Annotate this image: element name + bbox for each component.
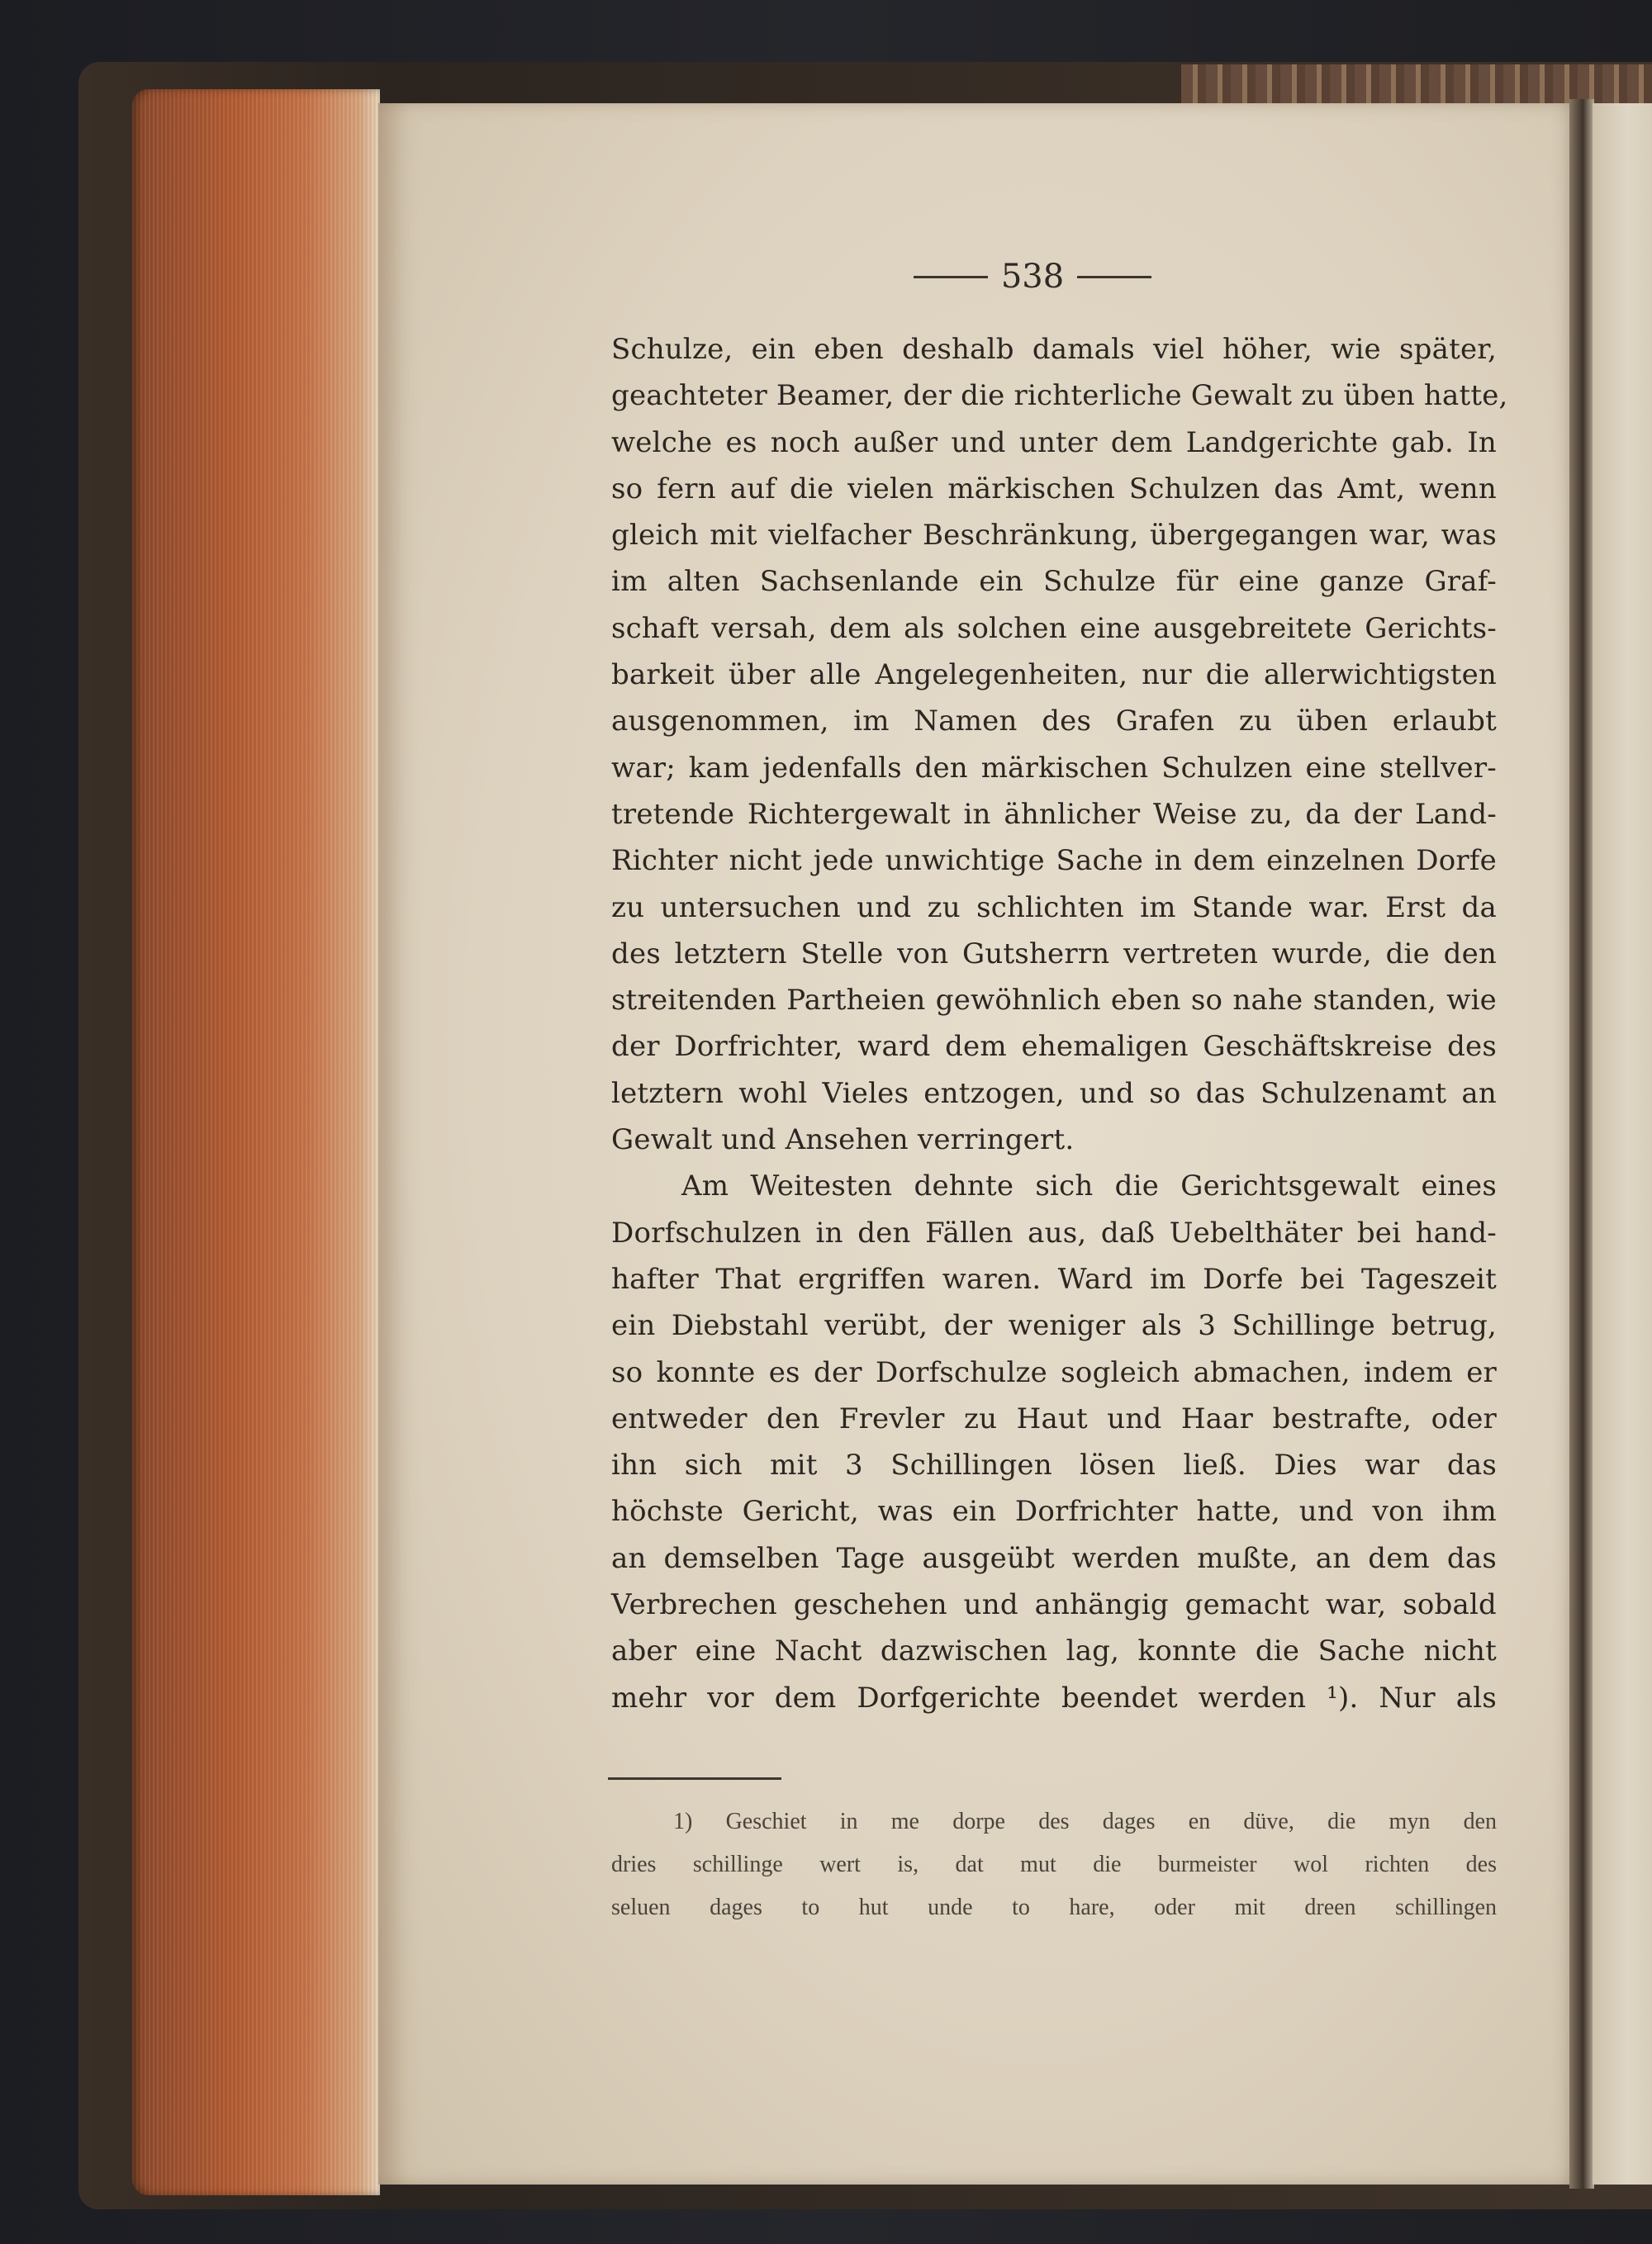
page-number: 538 [1000, 258, 1065, 296]
text-line: so fern auf die vielen märkischen Schulzen das Amt, wenn [611, 472, 1497, 505]
text-line: Dorfschulzen in den Fällen aus, daß Uebelthäter bei hand- [611, 1216, 1497, 1250]
footnote-line: 1) Geschiet in me dorpe des dages en düve, die myn den [673, 1809, 1497, 1834]
text-line: im alten Sachsenlande ein Schulze für eine ganze Graf- [611, 565, 1497, 599]
text-line: zu untersuchen und zu schlichten im Stande war. Erst da [611, 890, 1497, 924]
text-line: war; kam jedenfalls den märkischen Schulzen eine stellver- [611, 751, 1497, 785]
footnote-line: seluen dages to hut unde to hare, oder mit dreen schillingen [611, 1895, 1497, 1920]
text-line: aber eine Nacht dazwischen lag, konnte die Sache nicht [611, 1634, 1497, 1668]
text-line: höchste Gericht, was ein Dorfrichter hatte, und von ihm [611, 1495, 1497, 1529]
text-line: ein Diebstahl verübt, der weniger als 3 Schillinge betrug, [611, 1309, 1497, 1343]
text-line: an demselben Tage ausgeübt werden mußte, an dem das [611, 1541, 1497, 1575]
text-line: letztern wohl Vieles entzogen, und so das Schulzenamt an [611, 1076, 1497, 1110]
footnote-block [611, 1800, 1497, 1929]
text-line: Verbrechen geschehen und anhängig gemacht war, sobald [611, 1588, 1497, 1622]
text-line: welche es noch außer und unter dem Landgerichte gab. In [611, 425, 1497, 459]
text-line: gleich mit vielfacher Beschränkung, übergegangen war, was [611, 519, 1497, 553]
text-line: mehr vor dem Dorfgerichte beendet werden ¹). Nur als [611, 1681, 1497, 1715]
page-edges [132, 89, 380, 2195]
text-line: hafter That ergriffen waren. Ward im Dorfe bei Tageszeit [611, 1262, 1497, 1296]
text-line: ausgenommen, im Namen des Grafen zu üben erlaubt [611, 705, 1497, 738]
text-line: entweder den Frevler zu Haut und Haar bestrafte, oder [611, 1402, 1497, 1435]
book-gutter [1569, 99, 1594, 2189]
text-line: der Dorfrichter, ward dem ehemaligen Geschäftskreise des [611, 1030, 1497, 1064]
text-line: des letztern Stelle von Gutsherrn vertreten wurde, die den [611, 937, 1497, 970]
text-line: geachteter Beamer, der die richterliche Gewalt zu üben hatte, [611, 379, 1508, 413]
text-line: ihn sich mit 3 Schillingen lösen ließ. Dies war das [611, 1449, 1497, 1483]
text-line: schaft versah, dem als solchen eine ausgebreitete Gerichts- [611, 611, 1497, 645]
footnote-divider [608, 1777, 781, 1780]
page-header [900, 248, 1165, 306]
footnote-line: dries schillinge wert is, dat mut die burmeister wol richten des [611, 1852, 1497, 1877]
text-line: so konnte es der Dorfschulze sogleich abmachen, indem er [611, 1355, 1497, 1389]
body-text [611, 326, 1508, 1721]
text-line: Am Weitesten dehnte sich die Gerichtsgewalt eines [681, 1169, 1497, 1203]
right-page-edge [1593, 103, 1652, 2185]
header-dash-left [914, 276, 988, 278]
text-line: Schulze, ein eben deshalb damals viel höher, wie später, [611, 333, 1497, 366]
text-line: Richter nicht jede unwichtige Sache in dem einzelnen Dorfe [611, 844, 1497, 878]
text-line: barkeit über alle Angelegenheiten, nur die allerwichtigsten [611, 658, 1497, 692]
header-dash-right [1077, 276, 1151, 278]
text-line: Gewalt und Ansehen verringert. [611, 1123, 1075, 1157]
text-line: tretende Richtergewalt in ähnlicher Weise zu, da der Land- [611, 797, 1497, 831]
text-line: streitenden Partheien gewöhnlich eben so nahe standen, wie [611, 984, 1497, 1018]
